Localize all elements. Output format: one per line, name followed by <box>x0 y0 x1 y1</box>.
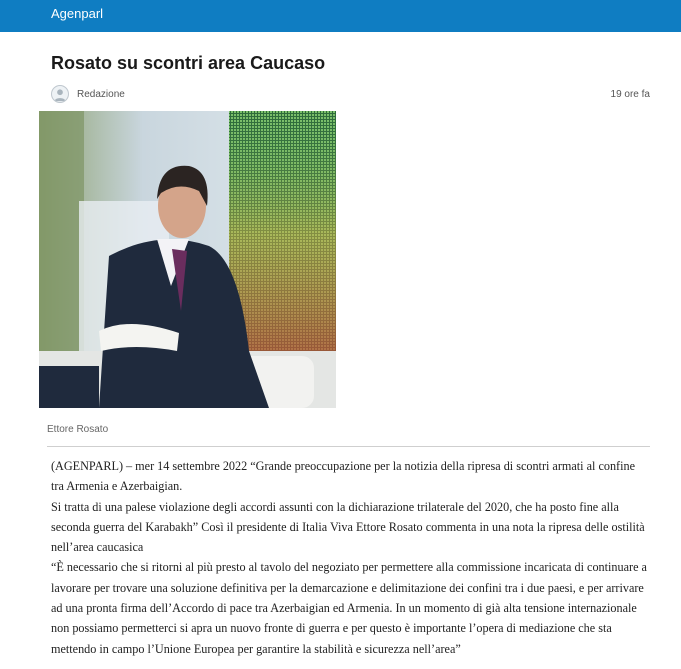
article-body <box>51 456 650 659</box>
author-link[interactable]: Redazione <box>77 88 125 100</box>
article-figure <box>39 111 650 447</box>
image-caption: Ettore Rosato <box>47 424 650 447</box>
article-container <box>0 52 681 659</box>
publish-time: 19 ore fa <box>610 88 650 100</box>
article-paragraph: (AGENPARL) – mer 14 settembre 2022 “Grande preoccupazione per la notizia della ripresa di scontri armati al confine tra Armenia e Azerbaigian. <box>51 459 635 494</box>
article-paragraph: “È necessario che si ritorni al più presto al tavolo del negoziato per permettere alla commissione incaricata di continuare a lavorare per trovare una soluzione definitiva per la demarcazione e delimitazione dei confini tra i due paesi, e per arrivare ad una pronta firma dell’Accordo di pace tra Azerbaigian ed Armenia. In un momento di già alta tensione internazionale non possiamo permetterci si apra un nuovo fronte di guerra e per questo è importante l’opera di mediazione che sta mettendo in campo l’Unione Europea per garantire la stabilità e sicurezza nell’area” <box>51 560 647 656</box>
article-paragraph: Si tratta di una palese violazione degli accordi assunti con la dichiarazione trilaterale del 2020, che ha posto fine alla seconda guerra del Karabakh” Così il presidente di Italia Viva Ettore Rosato commenta in una nota la ripresa delle ostilità nell’area caucasica <box>51 499 645 555</box>
user-avatar-icon[interactable] <box>51 85 69 103</box>
top-bar <box>0 0 681 32</box>
article-photo <box>39 111 336 408</box>
site-brand-link[interactable]: Agenparl <box>51 6 104 21</box>
article-title: Rosato su scontri area Caucaso <box>51 53 326 73</box>
article-meta <box>51 83 650 105</box>
